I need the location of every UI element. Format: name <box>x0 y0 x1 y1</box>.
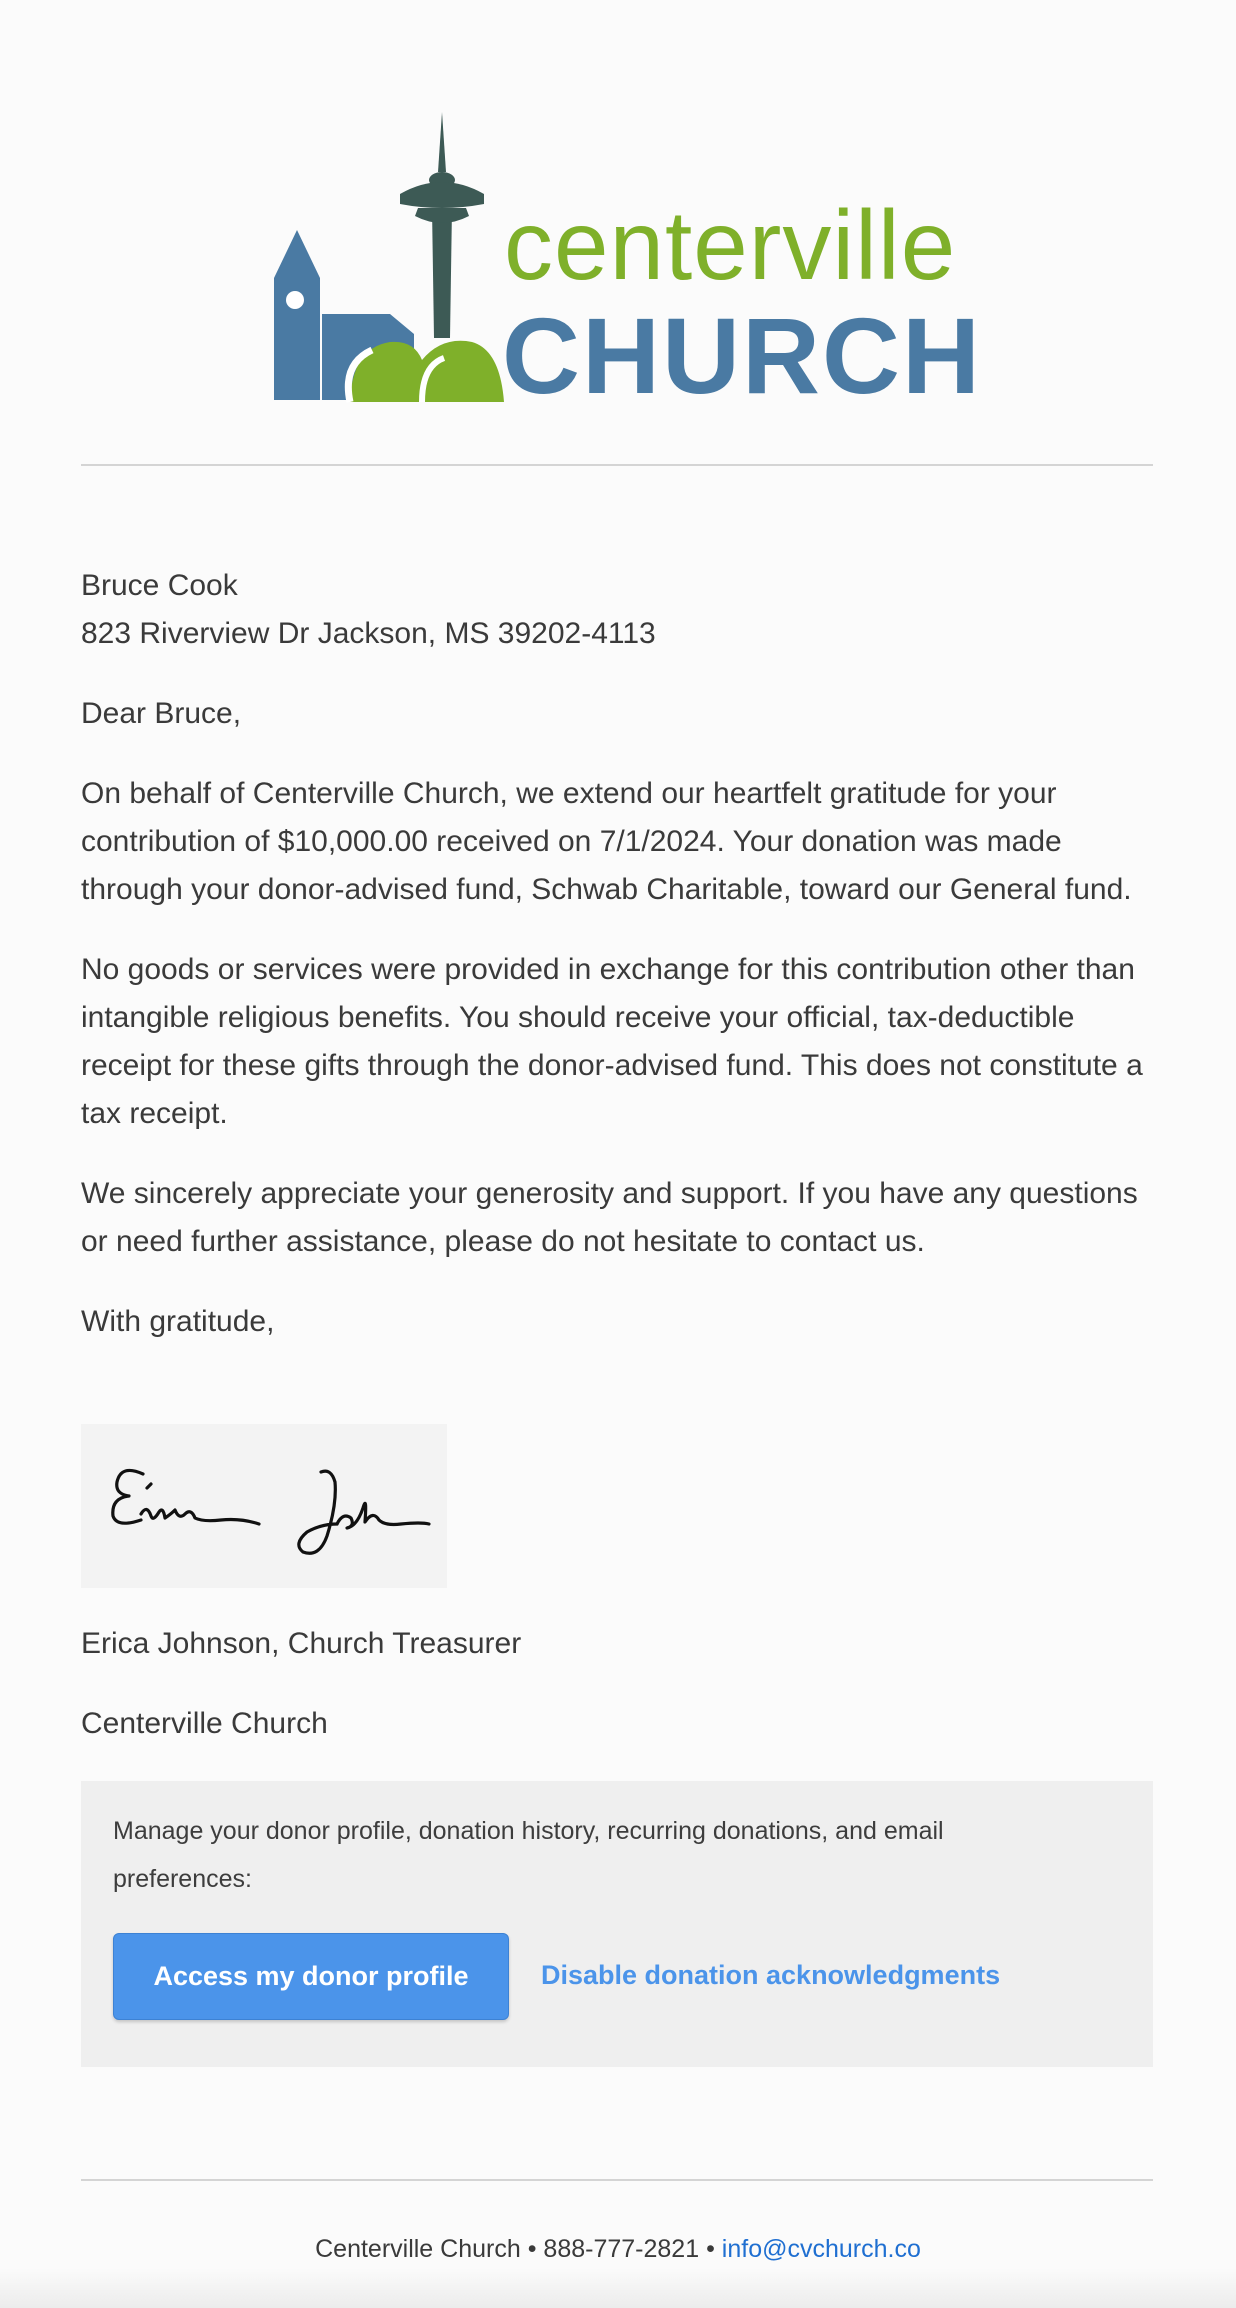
disable-acknowledgments-link[interactable]: Disable donation acknowledgments <box>541 1960 1001 1990</box>
manage-description: Manage your donor profile, donation history, recurring donations, and email preferences: <box>113 1817 944 1893</box>
letter-body <box>81 562 1153 1378</box>
church-logo <box>272 112 982 416</box>
header-divider <box>81 464 1153 466</box>
paragraph-appreciation: We sincerely appreciate your generosity and support. If you have any questions or need further assistance, please do not hesitate to contact us. <box>81 1177 1138 1258</box>
footer-org: Centerville Church <box>315 2235 521 2263</box>
footer <box>0 2225 1236 2273</box>
closing: With gratitude, <box>81 1305 275 1338</box>
footer-email-link[interactable]: info@cvchurch.co <box>721 2235 921 2263</box>
recipient-name: Bruce Cook <box>81 569 238 602</box>
bottom-fade <box>0 2268 1236 2308</box>
signer-organization: Centerville Church <box>81 1707 328 1740</box>
paragraph-contribution: On behalf of Centerville Church, we extend our heartfelt gratitude for your contribution of $10,000.00 received on 7/1/2024. Your donation was made through your donor-advised fund, Schwab Charitable, toward our General fund. <box>81 777 1132 906</box>
signer-name-title: Erica Johnson, Church Treasurer <box>81 1627 522 1660</box>
recipient-address: 823 Riverview Dr Jackson, MS 39202-4113 <box>81 617 656 650</box>
greeting: Dear Bruce, <box>81 697 242 730</box>
footer-separator: • <box>706 2235 715 2263</box>
footer-separator: • <box>527 2235 537 2263</box>
signature-image <box>81 1424 447 1588</box>
recipient-block <box>81 562 1153 658</box>
handwritten-signature <box>81 1424 447 1588</box>
paragraph-tax-notice: No goods or services were provided in exchange for this contribution other than intangible religious benefits. You should receive your official, tax-deductible receipt for these gifts through the donor-advised fund. This does not constitute a tax receipt. <box>81 953 1143 1130</box>
donor-management-panel <box>81 1781 1153 2067</box>
signer-block <box>81 1620 1153 1780</box>
logo-word-church: CHURCH <box>502 295 982 416</box>
footer-phone: 888-777-2821 <box>543 2235 700 2263</box>
access-donor-profile-button[interactable]: Access my donor profile <box>113 1933 509 2020</box>
footer-divider <box>81 2179 1153 2181</box>
logo-word-centerville: centerville <box>504 190 957 300</box>
